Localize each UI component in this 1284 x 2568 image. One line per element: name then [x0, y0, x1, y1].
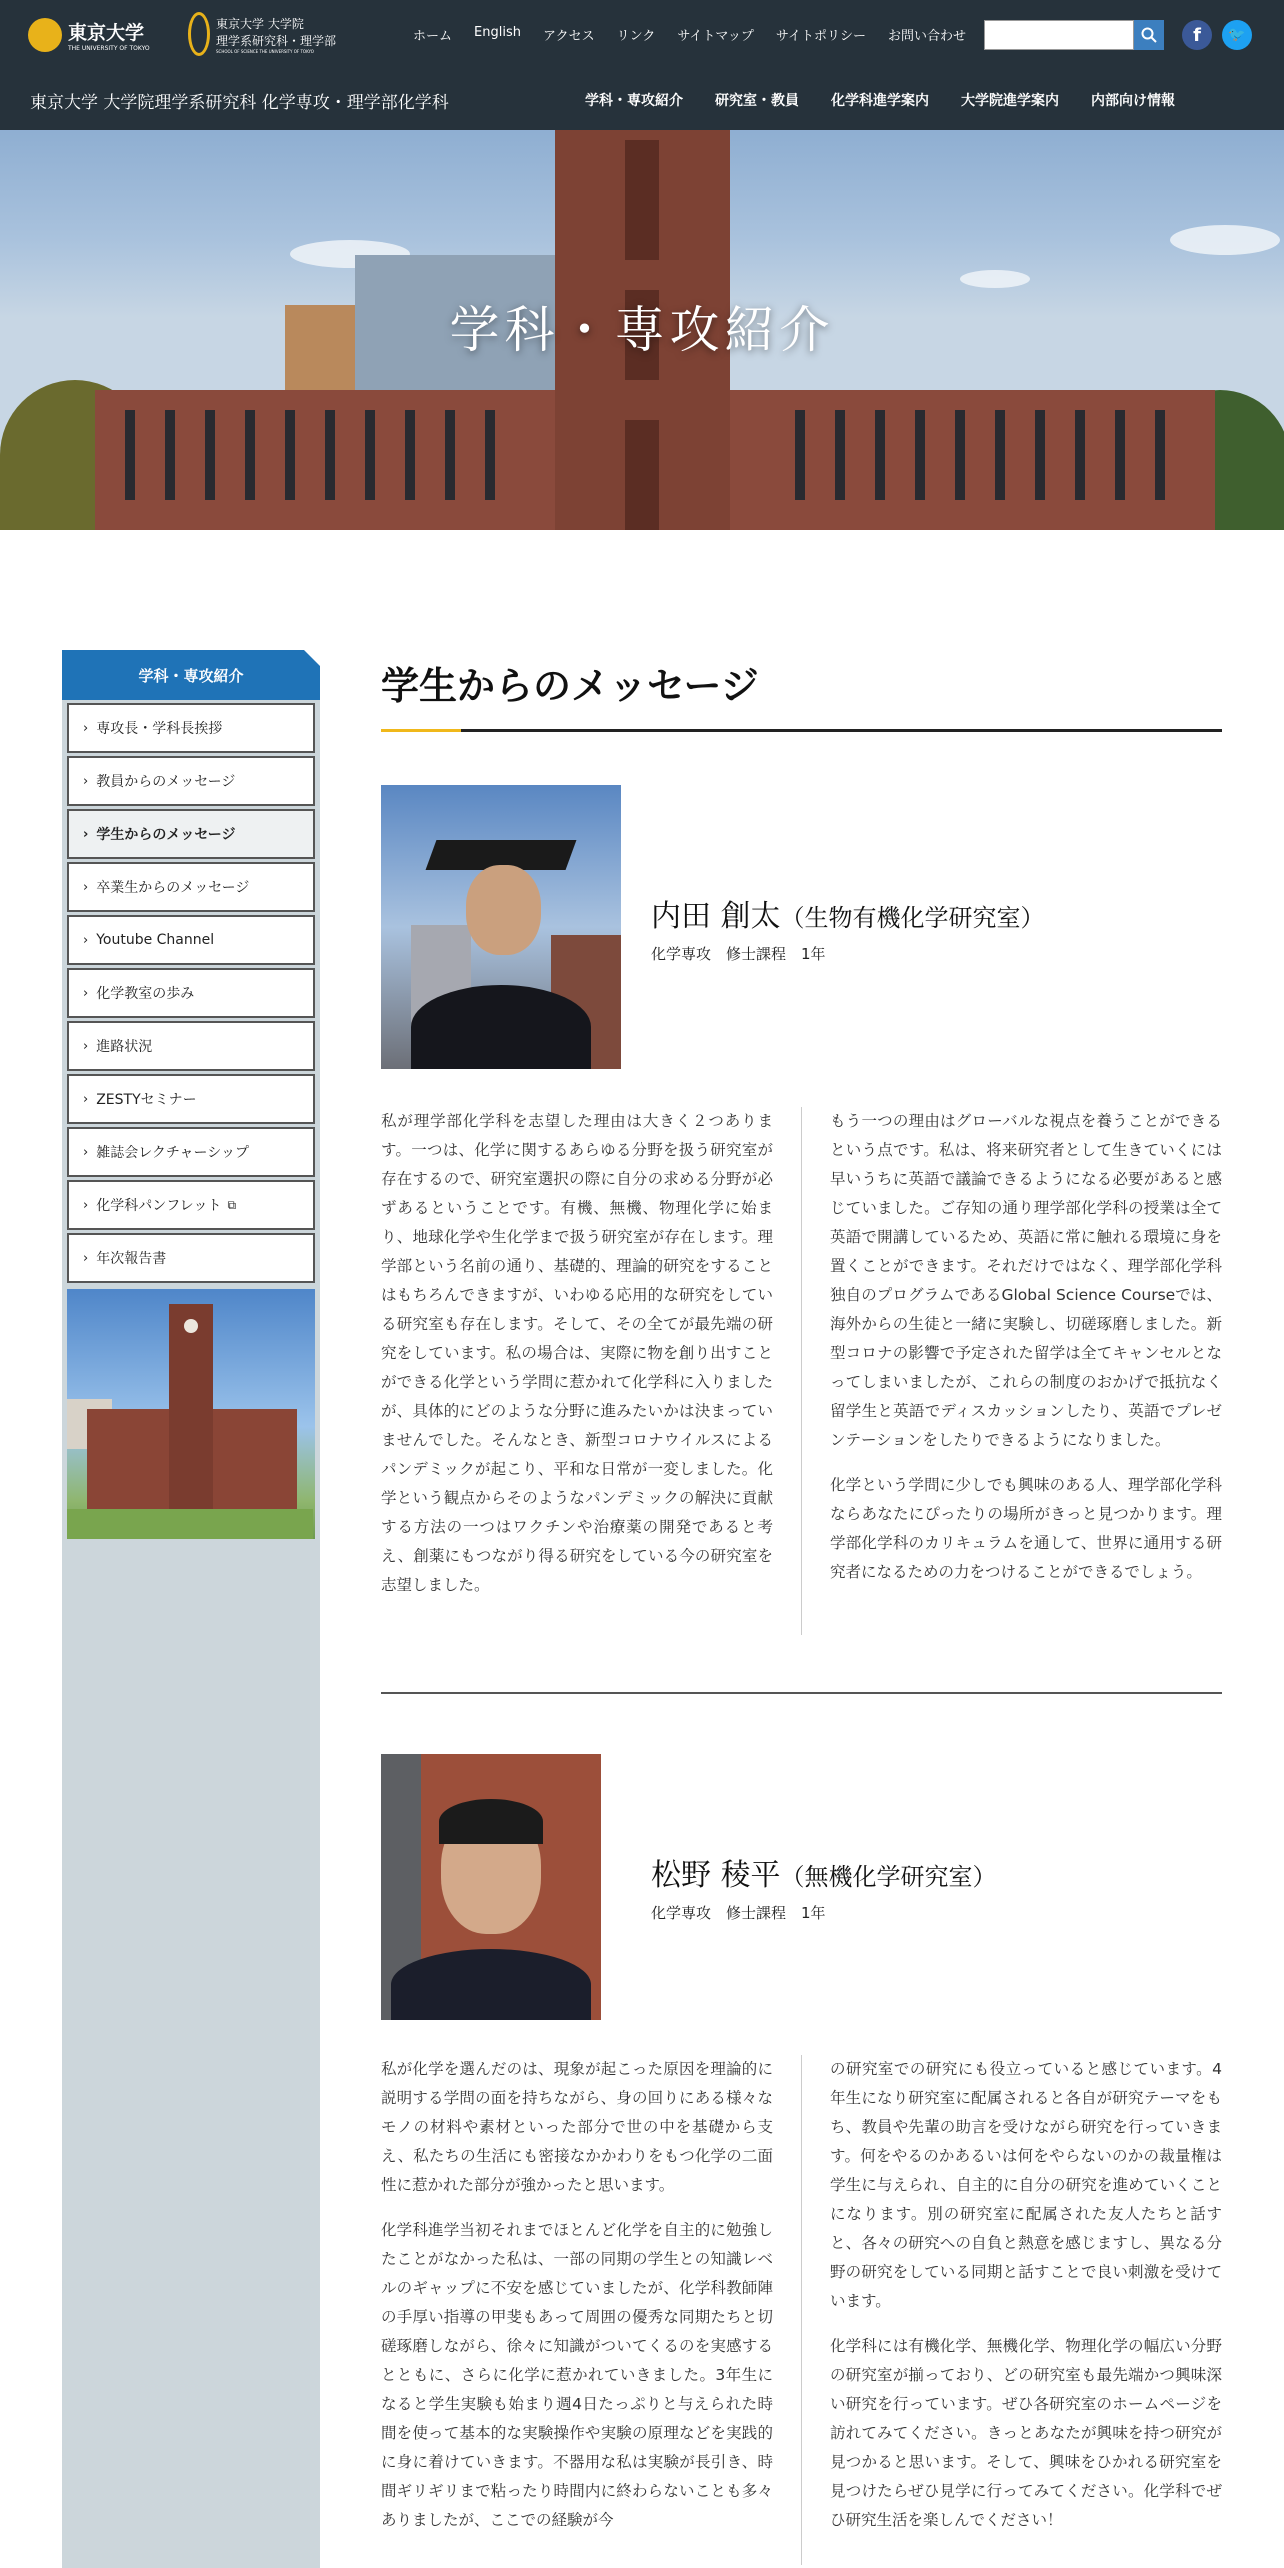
sidebar-item-youtube[interactable] — [67, 915, 315, 965]
main-content — [381, 655, 1222, 2529]
search-input[interactable] — [984, 20, 1134, 50]
message-column-left — [381, 1107, 773, 1600]
section-divider — [381, 1692, 1222, 1694]
student-name-text: 内田 創太 — [651, 899, 781, 934]
student-lab: （生物有機化学研究室） — [780, 904, 1045, 932]
sidebar-item-history[interactable] — [67, 968, 315, 1018]
title-underline — [381, 729, 1222, 732]
sidebar-item-label: 雑誌会レクチャーシップ — [96, 1145, 249, 1161]
chevron-right-icon: › — [83, 773, 89, 789]
sidebar-item-label: 進路状況 — [96, 1039, 153, 1055]
chevron-right-icon: › — [83, 1250, 89, 1266]
student-message — [381, 785, 1222, 1665]
utokyo-logo[interactable] — [28, 18, 150, 52]
search-button[interactable] — [1134, 20, 1164, 50]
sidebar-item-label: 教員からのメッセージ — [96, 774, 236, 790]
gnav-about[interactable]: 学科・専攻紹介 — [585, 93, 683, 109]
faculty-logo-text-1: 東京大学 大学院 — [216, 16, 304, 31]
sidebar-heading[interactable]: 学科・専攻紹介 — [62, 650, 320, 700]
page-title: 学生からのメッセージ — [381, 664, 759, 708]
student-photo — [381, 1754, 601, 2020]
faculty-emblem-icon — [188, 12, 210, 56]
sidebar-item-label: Youtube Channel — [96, 932, 215, 948]
sidebar-item-annual-report[interactable] — [67, 1233, 315, 1283]
chevron-right-icon: › — [83, 1091, 89, 1107]
title-accent — [381, 729, 461, 732]
sidebar-item-label: 学生からのメッセージ — [96, 827, 236, 843]
search-icon — [1141, 27, 1157, 43]
chevron-right-icon: › — [83, 826, 89, 842]
twitter-icon[interactable]: 🐦 — [1222, 20, 1252, 50]
sidebar-item-label: 年次報告書 — [96, 1251, 167, 1267]
sidebar-item-label: ZESTYセミナー — [96, 1092, 197, 1108]
message-paragraph: 化学科進学当初それまでほとんど化学を自主的に勉強したことがなかった私は、一部の同期の学生との知識レベルのギャップに不安を感じていましたが、化学科教師陣の手厚い指導の甲斐もあって周囲の優秀な同期たちと切磋琢磨しながら、徐々に知識がついてくるのを実感するとともに、さらに化学に惹かれていきました。3年生になると学生実験も始まり週4日たっぷりと与えられた時間を使って基本的な実験操作や実験の原理などを実践的に身に着けていきます。不器用な私は実験が長引き、時間ギリギリまで粘ったり時間内に終わらないことも多々ありましたが、ここでの経験が今 — [381, 2221, 773, 2529]
sidebar-item-pamphlet[interactable] — [67, 1180, 315, 1230]
site-header — [0, 0, 1284, 130]
student-message — [381, 1754, 1222, 2568]
util-link-contact[interactable]: お問い合わせ — [888, 29, 967, 44]
sidebar-item-alumni-messages[interactable] — [67, 862, 315, 912]
gnav-grad[interactable]: 大学院進学案内 — [961, 93, 1059, 109]
ginkgo-icon — [28, 18, 62, 52]
column-divider — [801, 1107, 802, 1635]
gnav-undergrad[interactable]: 化学科進学案内 — [831, 93, 929, 109]
global-nav — [585, 90, 1175, 110]
facebook-icon[interactable]: f — [1182, 20, 1212, 50]
gnav-labs[interactable]: 研究室・教員 — [715, 93, 799, 109]
clock-tower-photo — [67, 1289, 315, 1539]
message-paragraph: 化学科には有機化学、無機化学、物理化学の幅広い分野の研究室が揃っており、どの研究室も最先端かつ興味深い研究を行っています。ぜひ各研究室のホームページを訪れてみてください。きっとあなたが興味を持つ研究が見つかると思います。そして、興味をひかれる研究室を見つけたらぜひ見学に行ってみてください。化学科でぜひ研究生活を楽しんでください！ — [830, 2337, 1222, 2529]
sidebar-item-career[interactable] — [67, 1021, 315, 1071]
message-paragraph: 私が理学部化学科を志望した理由は大きく２つあります。一つは、化学に関するあらゆる分野を扱う研究室が存在するので、研究室選択の際に自分の求める分野が必ずあるということです。有機、無機、物理化学に始まり、地球化学や生化学まで扱う研究室が存在します。理学部という名前の通り、基礎的、理論的研究をすることはもちろんできますが、いわゆる応用的な研究をしている研究室も存在します。そして、その全てが最先端の研究をしています。私の場合は、実際に物を創り出すことができる化学という学問に惹かれて化学科に入りましたが、具体的にどのような分野に進みたいかは決まっていませんでした。そんなとき、新型コロナウイルスによるパンデミックが起こり、平和な日常が一変しました。化学という観点からそのようなパンデミックの解決に貢献する方法の一つはワクチンや治療薬の開発であると考え、創薬にもつながり得る研究をしている今の研究室を志望しました。 — [381, 1112, 773, 1594]
sidebar-item-label: 化学教室の歩み — [96, 986, 195, 1002]
sidebar — [62, 650, 320, 2568]
util-link-links[interactable]: リンク — [616, 29, 656, 44]
faculty-logo-text-2: 理学系研究科・理学部 — [216, 33, 337, 48]
student-name-text: 松野 稜平 — [651, 1858, 781, 1893]
sidebar-item-label: 化学科パンフレット — [96, 1198, 222, 1214]
gnav-internal[interactable]: 内部向け情報 — [1091, 93, 1175, 109]
external-link-icon: ⧉ — [227, 1197, 237, 1212]
message-column-right — [830, 2055, 1222, 2535]
sidebar-item-faculty-messages[interactable] — [67, 756, 315, 806]
message-paragraph: の研究室での研究にも役立っていると感じています。4年生になり研究室に配属されると各自が研究テーマをもち、教員や先輩の助言を受けながら研究を行っていきます。何をやるのかあるいは何をやらないのかの裁量権は学生に与えられ、自主的に自分の研究を進めていくことになります。別の研究室に配属された友人たちと話すと、各々の研究への自負と熱意を感じますし、異なる分野の研究をしている同期と話すことで良い刺激を受けています。 — [830, 2060, 1222, 2310]
utility-nav — [413, 25, 966, 44]
chevron-right-icon: › — [83, 1197, 89, 1213]
sidebar-item-lectureship[interactable] — [67, 1127, 315, 1177]
chevron-right-icon: › — [83, 720, 89, 736]
sidebar-item-student-messages[interactable] — [67, 809, 315, 859]
util-link-access[interactable]: アクセス — [542, 29, 595, 44]
utokyo-logo-text: 東京大学 — [68, 22, 145, 44]
student-photo — [381, 785, 621, 1069]
utokyo-logo-sub: THE UNIVERSITY OF TOKYO — [68, 45, 150, 52]
sidebar-item-label: 卒業生からのメッセージ — [96, 880, 250, 896]
student-affiliation: 化学専攻 修士課程 1年 — [651, 1904, 826, 1922]
util-link-policy[interactable]: サイトポリシー — [775, 29, 867, 44]
sidebar-item-label: 専攻長・学科長挨拶 — [96, 721, 223, 737]
student-affiliation: 化学専攻 修士課程 1年 — [651, 945, 826, 963]
student-name — [651, 891, 1045, 935]
student-name — [651, 1850, 997, 1894]
faculty-logo[interactable] — [188, 12, 336, 56]
student-lab: （無機化学研究室） — [780, 1863, 997, 1891]
chevron-right-icon: › — [83, 932, 89, 948]
hero-title: 学科・専攻紹介 — [449, 301, 835, 359]
chevron-right-icon: › — [83, 1038, 89, 1054]
chevron-right-icon: › — [83, 879, 89, 895]
chevron-right-icon: › — [83, 1144, 89, 1160]
message-paragraph: もう一つの理由はグローバルな視点を養うことができるという点です。私は、将来研究者として生きていくには早いうちに英語で議論できるようになる必要があると感じていました。ご存知の通り理学部化学科の授業は全て英語で開講しているため、英語に常に触れる環境に身を置くことができます。それだけではなく、理学部化学科独自のプログラムであるGlobal Science Courseでは、海外からの生徒と一緒に実験し、切磋琢磨しました。新型コロナの影響で予定された留学は全てキャンセルとなってしまいましたが、これらの制度のおかげで抵抗なく留学生と英語でディスカッションしたり、英語でプレゼンテーションをしたりできるようになりました。 — [830, 1112, 1222, 1449]
sidebar-item-greeting[interactable] — [67, 703, 315, 753]
util-link-english[interactable]: English — [474, 25, 521, 40]
chevron-right-icon: › — [83, 985, 89, 1001]
message-paragraph: 私が化学を選んだのは、現象が起こった原因を理論的に説明する学問の面を持ちながら、身の回りにある様々なモノの材料や素材といった部分で世の中を基礎から支え、私たちの生活にも密接なかかわりをもつ化学の二面性に惹かれた部分が強かったと思います。 — [381, 2060, 773, 2194]
dept-title[interactable]: 東京大学 大学院理学系研究科 化学専攻・理学部化学科 — [30, 93, 449, 113]
message-paragraph: 化学という学問に少しでも興味のある人、理学部化学科ならあなたにぴったりの場所がきっと見つかります。理学部化学科のカリキュラムを通して、世界に通用する研究者になるための力をつけることができるでしょう。 — [830, 1476, 1222, 1581]
util-link-sitemap[interactable]: サイトマップ — [677, 29, 754, 44]
util-link-home[interactable]: ホーム — [413, 29, 453, 44]
sidebar-item-zesty[interactable] — [67, 1074, 315, 1124]
column-divider — [801, 2055, 802, 2565]
message-column-right — [830, 1107, 1222, 1587]
faculty-logo-sub: SCHOOL OF SCIENCE THE UNIVERSITY OF TOKYO — [216, 48, 314, 54]
message-column-left — [381, 2055, 773, 2535]
